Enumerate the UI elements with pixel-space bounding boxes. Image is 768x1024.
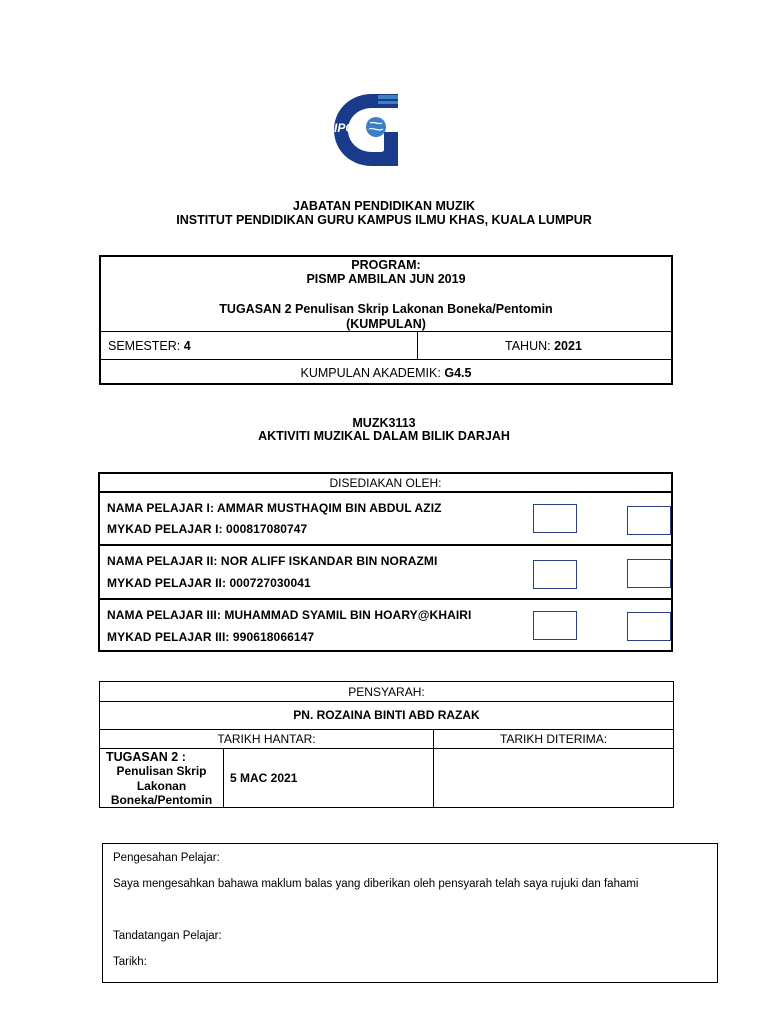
program-box (99, 255, 673, 385)
row-divider (100, 748, 673, 749)
column-divider (433, 729, 434, 808)
student-1-name: NAMA PELAJAR I: AMMAR MUSTHAQIM BIN ABDUL AZIZ (107, 501, 442, 515)
ipg-logo (332, 92, 402, 168)
received-date-label: TARIKH DITERIMA: (499, 732, 608, 746)
lecturer-label: PENSYARAH: (348, 685, 425, 699)
course-title: AKTIVITI MUZIKAL DALAM BILIK DARJAH (258, 429, 510, 443)
task-title: TUGASAN 2 Penulisan Skrip Lakonan Boneka/Pentomin (219, 302, 553, 316)
row-divider (100, 491, 671, 493)
signature-box[interactable] (627, 559, 671, 588)
confirmation-title: Pengesahan Pelajar: (113, 852, 220, 864)
confirmation-box (102, 843, 718, 983)
task-desc-3: Boneka/Pentomin (110, 793, 213, 807)
submit-date-label: TARIKH HANTAR: (217, 732, 316, 746)
task-desc-2: Lakonan (136, 779, 187, 793)
student-3-name: NAMA PELAJAR III: MUHAMMAD SYAMIL BIN HOARY@KHAIRI (107, 608, 472, 622)
lecturer-name: PN. ROZAINA BINTI ABD RAZAK (293, 708, 480, 722)
year-field (505, 339, 582, 353)
signature-box[interactable] (533, 504, 577, 533)
prepared-by-header: DISEDIAKAN OLEH: (329, 476, 442, 490)
program-name: PISMP AMBILAN JUN 2019 (306, 272, 466, 286)
row-divider (100, 598, 671, 600)
signature-box[interactable] (533, 560, 577, 589)
submit-date: 5 MAC 2021 (230, 771, 298, 785)
student-2-name: NAMA PELAJAR II: NOR ALIFF ISKANDAR BIN NORAZMI (107, 554, 438, 568)
semester-value: 4 (183, 339, 191, 353)
department-title: JABATAN PENDIDIKAN MUZIK (292, 199, 476, 213)
signature-box[interactable] (627, 612, 671, 641)
institute-title: INSTITUT PENDIDIKAN GURU KAMPUS ILMU KHAS, KUALA LUMPUR (176, 213, 592, 227)
row-divider (100, 544, 671, 546)
academic-group-field (101, 366, 671, 380)
semester-field (108, 339, 191, 353)
task-desc-1: Penulisan Skrip (116, 764, 207, 778)
row-divider (101, 359, 671, 360)
semester-label: SEMESTER: (108, 339, 181, 353)
year-label: TAHUN: (505, 339, 551, 353)
column-divider (223, 748, 224, 808)
signature-box[interactable] (627, 506, 671, 535)
academic-group-label: KUMPULAN AKADEMIK: (300, 366, 441, 380)
confirmation-statement: Saya mengesahkan bahawa maklum balas yang diberikan oleh pensyarah telah saya rujuki dan fahami (113, 878, 639, 890)
column-divider (417, 331, 418, 359)
student-3-ic: MYKAD PELAJAR III: 990618066147 (107, 630, 315, 644)
course-code: MUZK3113 (352, 416, 416, 430)
student-2-ic: MYKAD PELAJAR II: 000727030041 (107, 576, 311, 590)
lecturer-box (99, 681, 674, 808)
date-label: Tarikh: (113, 956, 147, 968)
year-value: 2021 (554, 339, 582, 353)
signature-box[interactable] (533, 611, 577, 640)
row-divider (101, 331, 671, 332)
program-label: PROGRAM: (351, 258, 421, 272)
logo-text: IPG (334, 121, 355, 135)
group-type: (KUMPULAN) (346, 317, 426, 331)
student-1-ic: MYKAD PELAJAR I: 000817080747 (107, 522, 308, 536)
row-divider (100, 729, 673, 730)
signature-label: Tandatangan Pelajar: (113, 930, 222, 942)
task-label: TUGASAN 2 : (106, 750, 186, 764)
prepared-by-box (98, 472, 673, 652)
row-divider (100, 701, 673, 702)
academic-group-value: G4.5 (444, 366, 472, 380)
